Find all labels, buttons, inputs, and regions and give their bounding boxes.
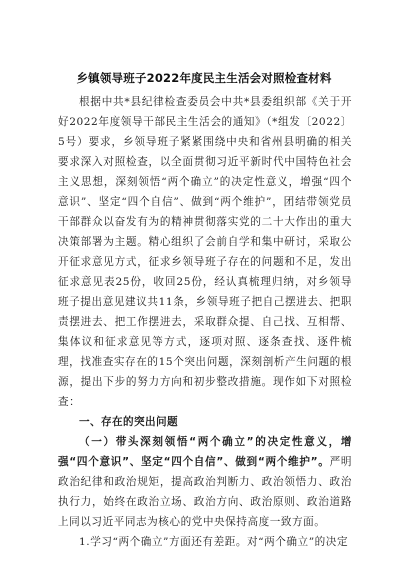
list-item-1: 1.学习“两个确立”方面还有差距。对“两个确立”的决定 [79, 536, 349, 548]
subsection-heading: （一）带头深刻领悟“两个确立”的决定性意义，增强“四个意识”、坚定“四个自信”、做到“两个维护”。 [58, 436, 352, 468]
subsection-paragraph [58, 432, 352, 532]
document-title: 乡镇领导班子2022年度民主生活会对照检查材料 [76, 71, 332, 85]
section-heading: 一、存在的突出问题 [79, 416, 178, 428]
document-body [58, 92, 352, 552]
subsection-body: 严明政治纪律和政治规矩，提高政治判断力、政治领悟力、政治执行力，始终在政治立场、政治方向、政治原则、政治道路上同以习近平同志为核心的党中央保持高度一致方面。 [58, 456, 352, 528]
intro-paragraph: 根据中共*县纪律检查委员会中共*县委组织部《关于开好2022年度领导干部民主生活会的通知》（*组发〔2022〕5号）要求，乡领导班子紧紧围绕中央和省州县明确的相关要求深入对照检查，以全面贯彻习近平新时代中国特色社会主义思想，深刻领悟“两个确立”的决定性意义，增强“四个意识”、坚定“四个自信”、做到“两个维护”，团结带领党员干部群众以奋发有为的精神贯彻落实党的二十大作出的重大决策部署为主题。精心组织了会前自学和集中研讨，采取公开征求意见方式，征求乡领导班子存在的问题和不足，发出征求意见表25份，收回25份，经认真梳理归纳，对乡领导班子提出意见建议共11条，乡领导班子把自己摆进去、把职责摆进去、把工作摆进去，采取群众提、自己找、互相帮、集体议和征求意见等方式，逐项对照、逐条查找、逐件梳理，找准查实存在的15个突出问题，深刻剖析产生问题的根源，提出下步的努力方向和初步整改措施。现作如下对照检查： [58, 96, 352, 408]
